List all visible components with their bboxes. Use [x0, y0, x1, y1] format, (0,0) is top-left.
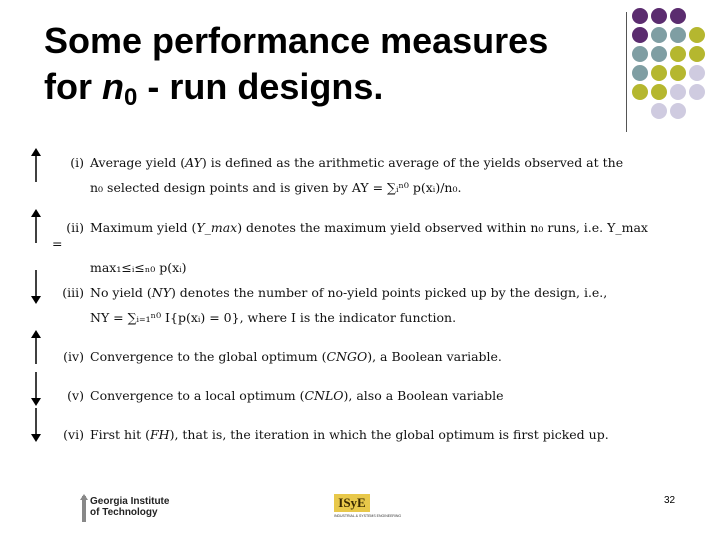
title-prefix: for [44, 66, 102, 107]
item-text-b: ), a Boolean variable. [367, 349, 502, 364]
isye-mark: ISyE [334, 494, 370, 512]
item-variable: CNGO [326, 349, 368, 364]
arrow-down-icon [29, 268, 43, 304]
logo-line-1: Georgia Institute [90, 496, 170, 507]
dot [632, 65, 648, 81]
title-suffix: - run designs. [137, 66, 384, 107]
isye-logo [334, 494, 424, 522]
measure-item-iv [52, 349, 652, 365]
dot [632, 84, 648, 100]
measure-item-vi [52, 427, 652, 443]
title-line-1: Some performance measures [44, 20, 549, 61]
dot [632, 46, 648, 62]
item-text-a: Maximum yield ( [90, 220, 197, 235]
decorative-divider [626, 12, 627, 132]
item-label: (iii) [62, 285, 84, 300]
dot [689, 65, 705, 81]
dot [670, 84, 686, 100]
item-text-a: Convergence to the global optimum ( [90, 349, 327, 364]
item-text-b: ) denotes the maximum yield observed within n₀ runs, i.e. Y_max = [52, 220, 648, 251]
item-variable: FH [149, 427, 170, 442]
title-variable: n [102, 66, 124, 107]
dot [651, 103, 667, 119]
arrow-down-icon [29, 406, 43, 442]
dot [651, 8, 667, 24]
item-continuation: n₀ selected design points and is given by AY = ∑ᵢⁿ⁰ p(xᵢ)/n₀. [90, 180, 462, 195]
isye-caption: INDUSTRIAL & SYSTEMS ENGINEERING [334, 514, 402, 518]
dot [689, 84, 705, 100]
item-variable: NY [151, 285, 171, 300]
item-label: (vi) [63, 427, 84, 442]
logo-line-2: of Technology [90, 507, 158, 518]
measure-item-i [52, 155, 652, 196]
dot [670, 8, 686, 24]
dot [632, 8, 648, 24]
item-text-b: ), also a Boolean variable [343, 388, 504, 403]
page-number: 32 [664, 495, 676, 506]
title-line-2 [44, 64, 614, 110]
arrow-up-icon [29, 330, 43, 366]
arrow-down-icon [29, 370, 43, 406]
item-text-b: ), that is, the iteration in which the global optimum is first picked up. [169, 427, 609, 442]
item-label: (v) [67, 388, 84, 403]
logo-text [90, 496, 190, 518]
item-text-b: ) denotes the number of no-yield points picked up by the design, i.e., [170, 285, 608, 300]
tower-icon [78, 494, 90, 524]
item-text-a: No yield ( [90, 285, 152, 300]
item-text-a: Average yield ( [90, 155, 186, 170]
item-variable: CNLO [304, 388, 344, 403]
dot [651, 65, 667, 81]
item-text-a: First hit ( [90, 427, 150, 442]
item-variable: AY [185, 155, 202, 170]
measure-item-ii [52, 220, 652, 276]
item-label: (i) [70, 155, 84, 170]
arrow-up-icon [29, 209, 43, 245]
item-label: (iv) [63, 349, 84, 364]
item-variable: Y_max [196, 220, 238, 235]
item-text-a: Convergence to a local optimum ( [90, 388, 305, 403]
dot [670, 65, 686, 81]
arrow-up-icon [29, 148, 43, 184]
item-label: (ii) [66, 220, 84, 235]
title-subscript: 0 [124, 84, 138, 111]
item-text-b: ) is defined as the arithmetic average of the yields observed at the [201, 155, 624, 170]
dot [651, 46, 667, 62]
item-continuation: max₁≤ᵢ≤ₙ₀ p(xᵢ) [90, 260, 187, 275]
dot [651, 84, 667, 100]
dot [670, 46, 686, 62]
dot [689, 27, 705, 43]
slide-title [44, 18, 614, 110]
measure-item-v [52, 388, 652, 404]
dot [670, 27, 686, 43]
dot [651, 27, 667, 43]
georgia-tech-logo [78, 492, 188, 526]
dot [670, 103, 686, 119]
dot [689, 46, 705, 62]
dot [632, 27, 648, 43]
item-continuation: NY = ∑ᵢ₌₁ⁿ⁰ I{p(xᵢ) = 0}, where I is the indicator function. [90, 310, 457, 325]
measure-item-iii [52, 285, 652, 326]
